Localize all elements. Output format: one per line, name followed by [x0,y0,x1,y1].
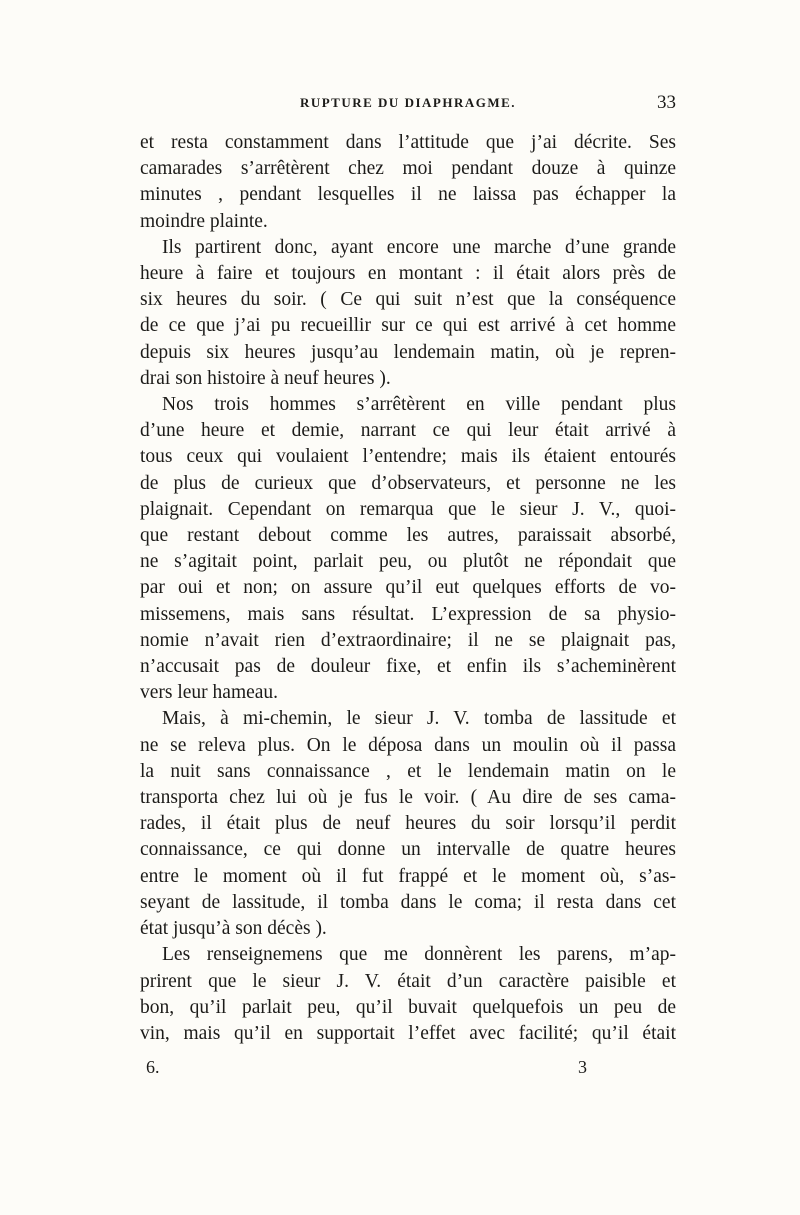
text-line: six heures du soir. ( Ce qui suit n’est que la conséquence [140,289,676,311]
running-head [140,92,676,125]
text-line: depuis six heures jusqu’au lendemain matin, où je repren- [140,341,676,363]
page-footer [140,1057,676,1083]
text-line: d’une heure et demie, narrant ce qui leur était arrivé à [140,420,676,442]
text-line: ne se releva plus. On le déposa dans un moulin où il passa [140,734,676,756]
paragraph-4 [140,706,676,942]
text-line: drai son histoire à neuf heures ). [140,367,391,389]
page-number: 33 [657,92,676,113]
paragraph-1 [140,130,676,235]
text-line: par oui et non; on assure qu’il eut quelques efforts de vo- [140,577,676,599]
text-line: état jusqu’à son décès ). [140,918,327,940]
text-line: vers leur hameau. [140,682,279,704]
text-line: plaignait. Cependant on remarqua que le sieur J. V., quoi- [140,498,676,520]
text-line: missemens, mais sans résultat. L’expression de sa physio- [140,603,676,625]
text-line: transporta chez lui où je fus le voir. ( Au dire de ses cama- [140,787,676,809]
text-line: tous ceux qui voulaient l’entendre; mais ils étaient entourés [140,446,676,468]
text-line: Ils partirent donc, ayant encore une marche d’une grande [162,236,676,258]
text-line: seyant de lassitude, il tomba dans le coma; il resta dans cet [140,891,676,913]
signature-mark-left: 6. [146,1057,160,1077]
text-line: de plus de curieux que d’observateurs, et personne ne les [140,472,676,494]
text-line: nomie n’avait rien d’extraordinaire; il ne se plaignait pas, [140,629,676,651]
paragraph-3 [140,392,676,706]
text-line: minutes , pendant lesquelles il ne laissa pas échapper la [140,184,676,206]
running-title: RUPTURE DU DIAPHRAGME. [299,95,517,110]
text-line: vin, mais qu’il en supportait l’effet avec facilité; qu’il était [140,1022,676,1044]
text-line: ne s’agitait point, parlait peu, ou plutôt ne répondait que [140,551,676,573]
text-line: de ce que j’ai pu recueillir sur ce qui est arrivé à cet homme [140,315,676,337]
text-line: que restant debout comme les autres, paraissait absorbé, [140,525,676,547]
text-line: connaissance, ce qui donne un intervalle de quatre heures [140,839,676,861]
text-line: Mais, à mi-chemin, le sieur J. V. tomba de lassitude et [162,708,676,730]
body-text [140,130,676,1047]
text-line: prirent que le sieur J. V. était d’un caractère paisible et [140,970,676,992]
text-line: rades, il était plus de neuf heures du soir lorsqu’il perdit [140,813,676,835]
text-line: moindre plainte. [140,210,268,232]
text-line: Nos trois hommes s’arrêtèrent en ville pendant plus [162,394,676,416]
signature-mark-right: 3 [578,1057,587,1077]
text-line: et resta constamment dans l’attitude que j’ai décrite. Ses [140,132,676,153]
text-line: Les renseignemens que me donnèrent les parens, m’ap- [162,944,676,966]
text-line: n’accusait pas de douleur fixe, et enfin ils s’acheminèrent [140,656,676,678]
text-line: heure à faire et toujours en montant : il était alors près de [140,263,676,285]
text-line: entre le moment où il fut frappé et le moment où, s’as- [140,865,676,887]
text-line: camarades s’arrêtèrent chez moi pendant douze à quinze [140,158,676,180]
text-line: bon, qu’il parlait peu, qu’il buvait quelquefois un peu de [140,996,676,1018]
paragraph-5 [140,942,676,1047]
text-line: la nuit sans connaissance , et le lendemain matin on le [140,760,676,782]
paragraph-2 [140,235,676,392]
